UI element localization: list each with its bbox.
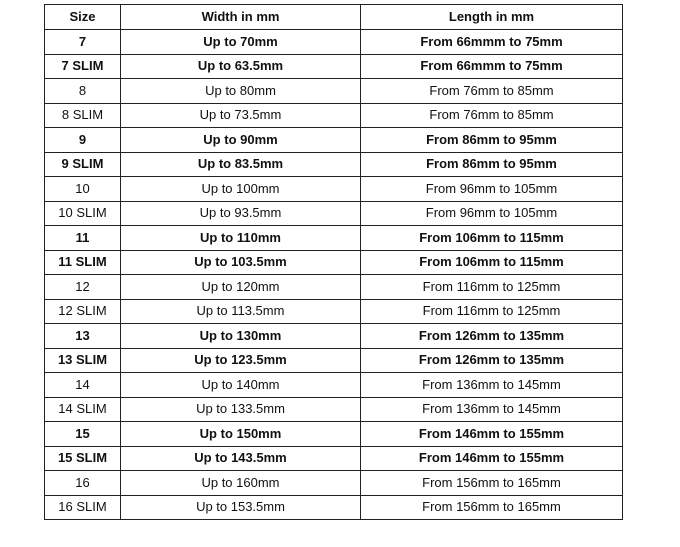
width-cell: Up to 130mm bbox=[121, 324, 361, 349]
length-cell: From 126mm to 135mm bbox=[361, 324, 623, 349]
size-cell: 16 SLIM bbox=[45, 495, 121, 520]
width-cell: Up to 133.5mm bbox=[121, 397, 361, 422]
length-cell: From 66mmm to 75mm bbox=[361, 54, 623, 79]
table-row bbox=[45, 103, 623, 128]
length-cell: From 86mm to 95mm bbox=[361, 128, 623, 153]
width-cell: Up to 63.5mm bbox=[121, 54, 361, 79]
table-header bbox=[45, 5, 623, 30]
size-cell: 10 SLIM bbox=[45, 201, 121, 226]
size-cell: 14 SLIM bbox=[45, 397, 121, 422]
table-row bbox=[45, 250, 623, 275]
size-cell: 9 SLIM bbox=[45, 152, 121, 177]
length-cell: From 96mm to 105mm bbox=[361, 201, 623, 226]
length-cell: From 116mm to 125mm bbox=[361, 275, 623, 300]
width-cell: Up to 100mm bbox=[121, 177, 361, 202]
table-row bbox=[45, 201, 623, 226]
width-cell: Up to 140mm bbox=[121, 373, 361, 398]
table-row bbox=[45, 373, 623, 398]
size-cell: 14 bbox=[45, 373, 121, 398]
length-cell: From 156mm to 165mm bbox=[361, 495, 623, 520]
length-cell: From 106mm to 115mm bbox=[361, 250, 623, 275]
length-cell: From 66mmm to 75mm bbox=[361, 30, 623, 55]
table-body bbox=[45, 30, 623, 520]
table-row bbox=[45, 54, 623, 79]
table-row bbox=[45, 324, 623, 349]
size-cell: 15 SLIM bbox=[45, 446, 121, 471]
width-cell: Up to 103.5mm bbox=[121, 250, 361, 275]
table-row bbox=[45, 128, 623, 153]
length-cell: From 76mm to 85mm bbox=[361, 79, 623, 104]
table-row bbox=[45, 152, 623, 177]
size-cell: 13 SLIM bbox=[45, 348, 121, 373]
table-row bbox=[45, 226, 623, 251]
table-row bbox=[45, 79, 623, 104]
width-cell: Up to 70mm bbox=[121, 30, 361, 55]
size-cell: 8 bbox=[45, 79, 121, 104]
width-cell: Up to 160mm bbox=[121, 471, 361, 496]
header-size: Size bbox=[45, 5, 121, 30]
length-cell: From 86mm to 95mm bbox=[361, 152, 623, 177]
width-cell: Up to 153.5mm bbox=[121, 495, 361, 520]
size-cell: 12 bbox=[45, 275, 121, 300]
length-cell: From 156mm to 165mm bbox=[361, 471, 623, 496]
width-cell: Up to 93.5mm bbox=[121, 201, 361, 226]
size-cell: 12 SLIM bbox=[45, 299, 121, 324]
size-cell: 7 bbox=[45, 30, 121, 55]
table-row bbox=[45, 495, 623, 520]
table-row bbox=[45, 397, 623, 422]
size-cell: 10 bbox=[45, 177, 121, 202]
size-chart-table bbox=[44, 4, 623, 520]
table-row bbox=[45, 446, 623, 471]
width-cell: Up to 73.5mm bbox=[121, 103, 361, 128]
length-cell: From 126mm to 135mm bbox=[361, 348, 623, 373]
size-cell: 8 SLIM bbox=[45, 103, 121, 128]
table-row bbox=[45, 348, 623, 373]
length-cell: From 116mm to 125mm bbox=[361, 299, 623, 324]
header-length: Length in mm bbox=[361, 5, 623, 30]
header-row bbox=[45, 5, 623, 30]
length-cell: From 76mm to 85mm bbox=[361, 103, 623, 128]
table-row bbox=[45, 422, 623, 447]
width-cell: Up to 110mm bbox=[121, 226, 361, 251]
table-row bbox=[45, 30, 623, 55]
size-cell: 13 bbox=[45, 324, 121, 349]
length-cell: From 136mm to 145mm bbox=[361, 397, 623, 422]
width-cell: Up to 150mm bbox=[121, 422, 361, 447]
length-cell: From 146mm to 155mm bbox=[361, 446, 623, 471]
header-width: Width in mm bbox=[121, 5, 361, 30]
table-row bbox=[45, 299, 623, 324]
length-cell: From 96mm to 105mm bbox=[361, 177, 623, 202]
width-cell: Up to 113.5mm bbox=[121, 299, 361, 324]
size-cell: 11 SLIM bbox=[45, 250, 121, 275]
width-cell: Up to 143.5mm bbox=[121, 446, 361, 471]
table-row bbox=[45, 275, 623, 300]
length-cell: From 136mm to 145mm bbox=[361, 373, 623, 398]
length-cell: From 146mm to 155mm bbox=[361, 422, 623, 447]
width-cell: Up to 90mm bbox=[121, 128, 361, 153]
width-cell: Up to 120mm bbox=[121, 275, 361, 300]
length-cell: From 106mm to 115mm bbox=[361, 226, 623, 251]
table-row bbox=[45, 471, 623, 496]
size-cell: 16 bbox=[45, 471, 121, 496]
width-cell: Up to 123.5mm bbox=[121, 348, 361, 373]
size-cell: 15 bbox=[45, 422, 121, 447]
width-cell: Up to 83.5mm bbox=[121, 152, 361, 177]
size-cell: 7 SLIM bbox=[45, 54, 121, 79]
size-cell: 11 bbox=[45, 226, 121, 251]
size-cell: 9 bbox=[45, 128, 121, 153]
width-cell: Up to 80mm bbox=[121, 79, 361, 104]
table-row bbox=[45, 177, 623, 202]
